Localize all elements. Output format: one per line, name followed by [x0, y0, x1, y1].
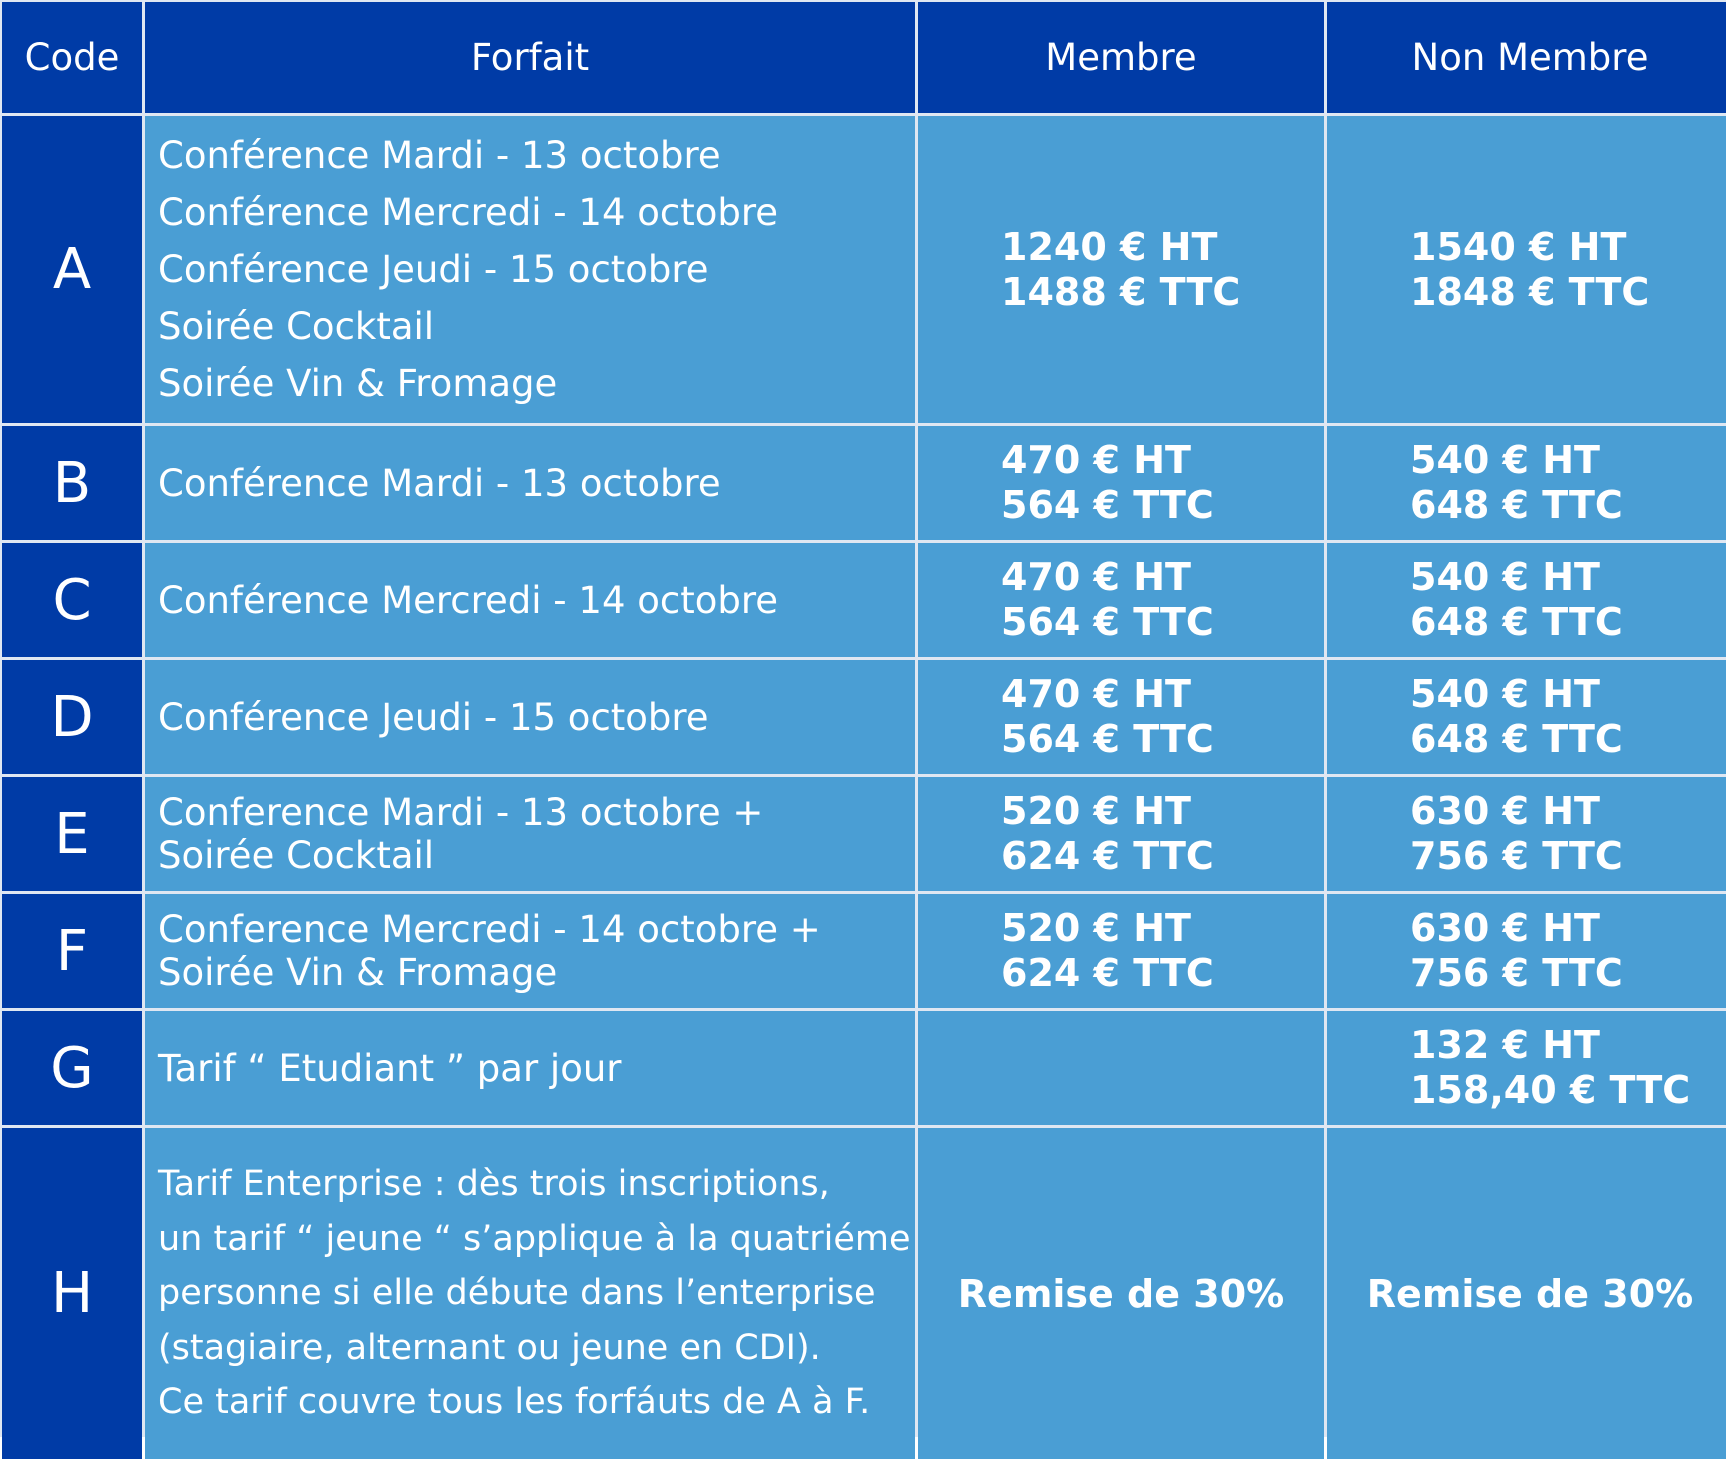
row-b-membre-price [918, 426, 1324, 540]
forfait-line: Soirée Vin & Fromage [158, 362, 558, 405]
row-a-forfait [145, 116, 915, 423]
forfait-line: Conférence Mercredi - 14 octobre [158, 191, 779, 234]
price-ttc: 624 € TTC [1001, 951, 1214, 995]
price-ttc: 564 € TTC [1001, 717, 1214, 761]
row-d-membre-price [918, 660, 1324, 774]
price-ht: 470 € HT [1001, 438, 1191, 482]
row-h-code: H [2, 1128, 142, 1459]
row-e-membre-price [918, 777, 1324, 891]
forfait-line: Conférence Jeudi - 15 octobre [158, 695, 709, 739]
header-code: Code [2, 2, 142, 113]
row-c-code: C [2, 543, 142, 657]
price-ttc: 1848 € TTC [1410, 269, 1650, 314]
forfait-line: (stagiaire, alternant ou jeune en CDI). [158, 1327, 821, 1368]
price-ttc: 648 € TTC [1410, 717, 1623, 761]
forfait-line: Tarif Enterprise : dès trois inscriptions, [158, 1164, 830, 1205]
price-ht: 520 € HT [1001, 789, 1191, 833]
row-h-membre-discount [918, 1128, 1324, 1459]
forfait-line: Conférence Mardi - 13 octobre [158, 461, 721, 505]
forfait-line: Conference Mardi - 13 octobre + [158, 791, 764, 834]
price-ht: 630 € HT [1410, 789, 1600, 833]
forfait-line: Conférence Jeudi - 15 octobre [158, 248, 709, 291]
row-h-forfait [145, 1128, 915, 1459]
row-g-non-membre-price [1327, 1011, 1726, 1125]
forfait-line: Conférence Mardi - 13 octobre [158, 134, 721, 177]
forfait-line: Soirée Cocktail [158, 305, 435, 348]
forfait-line: Soirée Cocktail [158, 834, 435, 877]
row-a-non-membre-price [1327, 116, 1726, 423]
row-c-non-membre-price [1327, 543, 1726, 657]
discount-text: Remise de 30% [1366, 1271, 1694, 1316]
row-f-non-membre-price [1327, 894, 1726, 1008]
row-a-code: A [2, 116, 142, 423]
row-h-non-membre-discount [1327, 1128, 1726, 1459]
header-membre: Membre [918, 2, 1324, 113]
price-ht: 1240 € HT [1001, 224, 1218, 269]
row-e-non-membre-price [1327, 777, 1726, 891]
forfait-line: personne si elle débute dans l’enterprise [158, 1273, 876, 1314]
row-g-membre-price-empty [918, 1011, 1324, 1125]
row-d-non-membre-price [1327, 660, 1726, 774]
row-d-code: D [2, 660, 142, 774]
forfait-line: Tarif “ Etudiant ” par jour [158, 1046, 622, 1090]
price-ttc: 648 € TTC [1410, 600, 1623, 644]
price-ttc: 158,40 € TTC [1410, 1068, 1691, 1112]
row-a-membre-price [918, 116, 1324, 423]
row-b-non-membre-price [1327, 426, 1726, 540]
price-ht: 470 € HT [1001, 672, 1191, 716]
forfait-line: un tarif “ jeune “ s’applique à la quatriéme [158, 1218, 911, 1259]
forfait-line: Conference Mercredi - 14 octobre + [158, 908, 821, 951]
price-ttc: 1488 € TTC [1001, 269, 1241, 314]
price-ttc: 756 € TTC [1410, 834, 1623, 878]
price-ttc: 624 € TTC [1001, 834, 1214, 878]
header-forfait: Forfait [145, 2, 915, 113]
forfait-line: Soirée Vin & Fromage [158, 951, 558, 994]
row-g-code: G [2, 1011, 142, 1125]
price-ttc: 564 € TTC [1001, 600, 1214, 644]
row-f-forfait [145, 894, 915, 1008]
row-b-forfait [145, 426, 915, 540]
price-ttc: 648 € TTC [1410, 483, 1623, 527]
row-e-code: E [2, 777, 142, 891]
price-ht: 630 € HT [1410, 906, 1600, 950]
price-ttc: 756 € TTC [1410, 951, 1623, 995]
price-ht: 540 € HT [1410, 438, 1600, 482]
forfait-line: Conférence Mercredi - 14 octobre [158, 578, 779, 622]
price-ht: 1540 € HT [1410, 224, 1627, 269]
row-c-forfait [145, 543, 915, 657]
row-b-code: B [2, 426, 142, 540]
row-e-forfait [145, 777, 915, 891]
price-ht: 470 € HT [1001, 555, 1191, 599]
price-ht: 520 € HT [1001, 906, 1191, 950]
row-g-forfait [145, 1011, 915, 1125]
price-ht: 540 € HT [1410, 672, 1600, 716]
forfait-line: Ce tarif couvre tous les forfáuts de A à F. [158, 1382, 871, 1423]
discount-text: Remise de 30% [957, 1271, 1285, 1316]
price-ht: 132 € HT [1410, 1023, 1600, 1067]
row-d-forfait [145, 660, 915, 774]
row-c-membre-price [918, 543, 1324, 657]
price-ttc: 564 € TTC [1001, 483, 1214, 527]
header-non-membre: Non Membre [1327, 2, 1726, 113]
row-f-membre-price [918, 894, 1324, 1008]
row-f-code: F [2, 894, 142, 1008]
price-ht: 540 € HT [1410, 555, 1600, 599]
